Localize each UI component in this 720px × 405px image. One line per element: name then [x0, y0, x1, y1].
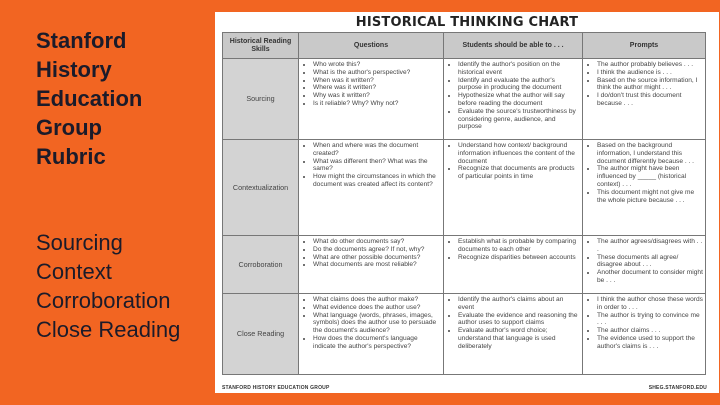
title-line: Group	[36, 115, 102, 140]
bullet-item: • Where was it written?	[313, 84, 441, 92]
questions-cell	[299, 294, 444, 375]
bullet-item: • Evaluate author's word choice; understand that language is used deliberately	[458, 327, 580, 350]
header-abilities: Students should be able to . . .	[444, 33, 583, 59]
abilities-cell	[444, 59, 583, 140]
prompts-list	[585, 142, 703, 204]
prompts-list	[585, 296, 703, 351]
questions-list	[301, 296, 441, 351]
bullet-item: • Why was it written?	[313, 92, 441, 100]
bullet-item: • Evaluate the evidence and reasoning the author uses to support claims	[458, 312, 580, 328]
bullet-item: • Understand how context/ background information influences the content of the document	[458, 142, 580, 165]
title-line: Stanford	[36, 28, 127, 53]
bullet-item: • The author agrees/disagrees with . . .	[597, 238, 703, 254]
bullet-item: • How does the document's language indicate the author's perspective?	[313, 335, 441, 351]
slide-title	[36, 26, 142, 171]
header-prompts: Prompts	[583, 33, 706, 59]
abilities-list	[446, 142, 580, 181]
bullet-item: • What language (words, phrases, images, symbols) does the author use to persuade the document's audience?	[313, 312, 441, 335]
bullet-item: • Based on the source information, I think the author might . . .	[597, 77, 703, 93]
abilities-cell	[444, 294, 583, 375]
bullet-item: • The evidence used to support the author's claims is . . .	[597, 335, 703, 351]
abilities-list	[446, 238, 580, 261]
bullet-item: • What are other possible documents?	[313, 254, 441, 262]
chart-title: HISTORICAL THINKING CHART	[355, 15, 579, 30]
bullet-item: • What evidence does the author use?	[313, 304, 441, 312]
header-skills: Historical Reading Skills	[223, 33, 299, 59]
bullet-item: • What claims does the author make?	[313, 296, 441, 304]
table-row	[223, 294, 706, 375]
header-questions: Questions	[299, 33, 444, 59]
bullet-item: • Evaluate the source's trustworthiness by considering genre, audience, and purpose	[458, 108, 580, 131]
table-row	[223, 236, 706, 294]
bullet-item: • What documents are most reliable?	[313, 261, 441, 269]
bullet-item: • Identify and evaluate the author's purpose in producing the document	[458, 77, 580, 93]
bullet-item: • The author might have been influenced by _____ (historical context) . . .	[597, 165, 703, 188]
abilities-cell	[444, 140, 583, 236]
skills-list-item: Context	[36, 259, 112, 284]
bullet-item: • The author is trying to convince me . . .	[597, 312, 703, 328]
historical-thinking-chart-image	[215, 12, 719, 393]
bullet-item: • Identify the author's claims about an event	[458, 296, 580, 312]
skills-list-item: Close Reading	[36, 317, 181, 342]
bullet-item: • How might the circumstances in which the document was created affect its content?	[313, 173, 441, 189]
title-line: Education	[36, 86, 143, 111]
bullet-item: • Identify the author's position on the historical event	[458, 61, 580, 77]
footer-url: SHEG.STANFORD.EDU	[648, 385, 707, 391]
skills-list-item: Corroboration	[36, 288, 171, 313]
bullet-item: • Do the documents agree? If not, why?	[313, 246, 441, 254]
bullet-item: • What do other documents say?	[313, 238, 441, 246]
skills-list-item: Sourcing	[36, 230, 123, 255]
bullet-item: • Recognize that documents are products of particular points in time	[458, 165, 580, 181]
bullet-item: • This document might not give me the whole picture because . . .	[597, 189, 703, 205]
bullet-item: • The author claims . . .	[597, 327, 703, 335]
bullet-item: • Another document to consider might be . . .	[597, 269, 703, 285]
prompts-cell	[583, 294, 706, 375]
bullet-item: • I think the author chose these words in order to . . .	[597, 296, 703, 312]
table-header-row	[223, 33, 706, 59]
bullet-item: • I think the audience is . . .	[597, 69, 703, 77]
skill-cell: Sourcing	[223, 59, 299, 140]
questions-list	[301, 61, 441, 108]
bullet-item: • What is the author's perspective?	[313, 69, 441, 77]
footer-organization: STANFORD HISTORY EDUCATION GROUP	[222, 385, 330, 391]
prompts-list	[585, 238, 703, 285]
skill-cell: Contextualization	[223, 140, 299, 236]
prompts-list	[585, 61, 703, 108]
bullet-item: • When was it written?	[313, 77, 441, 85]
skill-cell: Corroboration	[223, 236, 299, 294]
prompts-cell	[583, 236, 706, 294]
questions-cell	[299, 236, 444, 294]
questions-list	[301, 142, 441, 189]
title-line: Rubric	[36, 144, 106, 169]
table-row	[223, 59, 706, 140]
questions-cell	[299, 59, 444, 140]
questions-cell	[299, 140, 444, 236]
bullet-item: • I do/don't trust this document because . . .	[597, 92, 703, 108]
bullet-item: • These documents all agree/ disagree about . . .	[597, 254, 703, 270]
questions-list	[301, 238, 441, 269]
skill-cell: Close Reading	[223, 294, 299, 375]
abilities-list	[446, 61, 580, 131]
rubric-table	[222, 32, 706, 375]
abilities-list	[446, 296, 580, 351]
prompts-cell	[583, 140, 706, 236]
bullet-item: • What was different then? What was the same?	[313, 158, 441, 174]
bullet-item: • Is it reliable? Why? Why not?	[313, 100, 441, 108]
skills-list	[36, 228, 180, 344]
bullet-item: • Hypothesize what the author will say before reading the document	[458, 92, 580, 108]
bullet-item: • The author probably believes . . .	[597, 61, 703, 69]
prompts-cell	[583, 59, 706, 140]
bullet-item: • Based on the background information, I understand this document differently because . . .	[597, 142, 703, 165]
bullet-item: • Recognize disparities between accounts	[458, 254, 580, 262]
bullet-item: • Who wrote this?	[313, 61, 441, 69]
bullet-item: • Establish what is probable by comparing documents to each other	[458, 238, 580, 254]
table-row	[223, 140, 706, 236]
title-line: History	[36, 57, 112, 82]
bullet-item: • When and where was the document created?	[313, 142, 441, 158]
abilities-cell	[444, 236, 583, 294]
